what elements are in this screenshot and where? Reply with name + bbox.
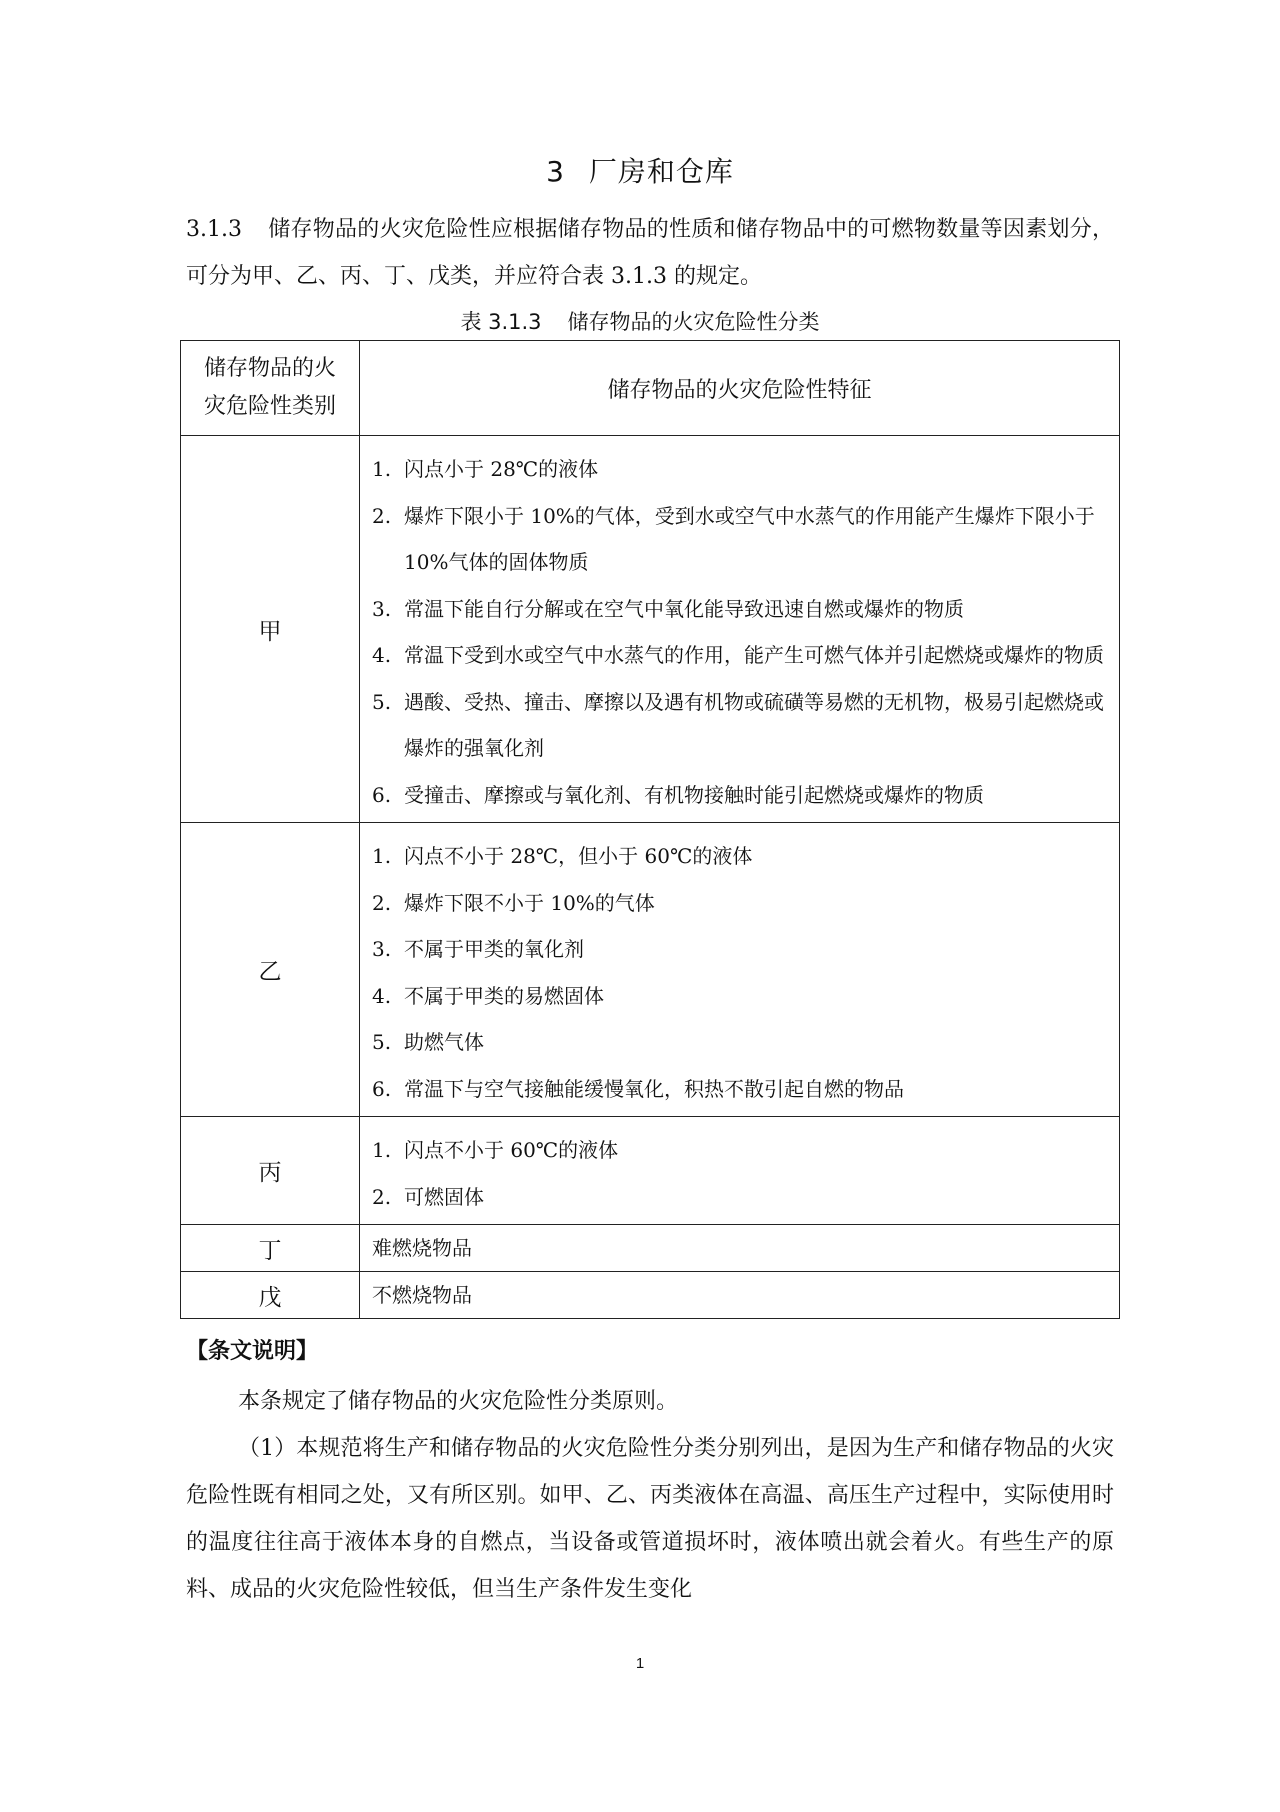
item-text: 遇酸、受热、撞击、摩擦以及遇有机物或硫磺等易燃的无机物，极易引起燃烧或爆炸的强氧化剂 xyxy=(404,689,1104,760)
category-cell: 丁 xyxy=(181,1225,360,1272)
list-item xyxy=(372,833,1109,880)
hazard-classification-table xyxy=(180,340,1120,1319)
header-category-line2: 灾危险性类别 xyxy=(203,394,336,419)
table-row xyxy=(181,1117,1120,1225)
item-number: 5. xyxy=(372,689,392,714)
list-item xyxy=(372,1019,1109,1066)
list-item xyxy=(372,973,1109,1020)
list-item xyxy=(372,446,1109,493)
list-item xyxy=(372,1174,1109,1221)
item-number: 1. xyxy=(372,844,392,868)
item-number: 5. xyxy=(372,1030,392,1054)
item-number: 6. xyxy=(372,782,392,807)
chapter-title: 厂房和仓库 xyxy=(588,155,734,188)
list-item xyxy=(372,1127,1109,1174)
list-item xyxy=(372,493,1109,586)
item-text: 受撞击、摩擦或与氧化剂、有机物接触时能引起燃烧或爆炸的物质 xyxy=(404,782,984,807)
item-text: 闪点不小于 60℃的液体 xyxy=(404,1138,619,1162)
item-text: 常温下受到水或空气中水蒸气的作用，能产生可燃气体并引起燃烧或爆炸的物质 xyxy=(404,643,1104,667)
item-text: 常温下与空气接触能缓慢氧化，积热不散引起自燃的物品 xyxy=(404,1076,904,1101)
table-caption xyxy=(0,306,1280,336)
table-number: 表 3.1.3 xyxy=(460,310,542,334)
list-item xyxy=(372,632,1109,679)
item-number: 3. xyxy=(372,596,392,621)
feature-cell: 难燃烧物品 xyxy=(360,1225,1120,1272)
feature-cell xyxy=(360,823,1120,1117)
clause-number: 3.1.3 xyxy=(186,217,242,242)
category-cell: 甲 xyxy=(181,436,360,823)
explanation-heading: 【条文说明】 xyxy=(186,1339,319,1364)
item-text: 不属于甲类的氧化剂 xyxy=(404,937,584,961)
item-text: 不属于甲类的易燃固体 xyxy=(404,983,604,1008)
item-number: 2. xyxy=(372,1184,392,1209)
item-number: 1. xyxy=(372,1138,392,1162)
item-text: 爆炸下限小于 10%的气体，受到水或空气中水蒸气的作用能产生爆炸下限小于 10%气体的固体物质 xyxy=(404,503,1095,574)
list-item xyxy=(372,880,1109,927)
list-item xyxy=(372,586,1109,633)
category-cell: 丙 xyxy=(181,1117,360,1225)
clause-text: 储存物品的火灾危险性应根据储存物品的性质和储存物品中的可燃物数量等因素划分，可分为甲、乙、丙、丁、戊类，并应符合表 3.1.3 的规定。 xyxy=(186,217,1114,289)
page-title xyxy=(0,150,1280,190)
chapter-number: 3 xyxy=(546,155,565,188)
item-number: 4. xyxy=(372,983,392,1008)
item-text: 爆炸下限不小于 10%的气体 xyxy=(404,890,655,915)
list-item xyxy=(372,772,1109,819)
list-item xyxy=(372,1066,1109,1113)
header-category-line1: 储存物品的火 xyxy=(203,356,336,381)
page-number: 1 xyxy=(635,1655,645,1672)
list-item xyxy=(372,679,1109,772)
table-row xyxy=(181,436,1120,823)
feature-cell xyxy=(360,1117,1120,1225)
list-item xyxy=(372,926,1109,973)
item-number: 1. xyxy=(372,457,392,481)
feature-cell xyxy=(360,436,1120,823)
item-number: 3. xyxy=(372,937,392,961)
table-row xyxy=(181,1225,1120,1272)
item-number: 2. xyxy=(372,503,392,528)
item-text: 闪点不小于 28℃，但小于 60℃的液体 xyxy=(404,844,753,868)
category-cell: 戊 xyxy=(181,1272,360,1319)
item-text: 助燃气体 xyxy=(404,1030,484,1054)
explanation-intro: 本条规定了储存物品的火灾危险性分类原则。 xyxy=(238,1389,679,1414)
table-title: 储存物品的火灾危险性分类 xyxy=(567,310,820,334)
header-features: 储存物品的火灾危险性特征 xyxy=(360,341,1120,436)
table-row xyxy=(181,1272,1120,1319)
feature-cell: 不燃烧物品 xyxy=(360,1272,1120,1319)
category-cell: 乙 xyxy=(181,823,360,1117)
item-text: 可燃固体 xyxy=(404,1184,484,1209)
item-text: 常温下能自行分解或在空气中氧化能导致迅速自燃或爆炸的物质 xyxy=(404,596,964,621)
table-header-row xyxy=(181,341,1120,436)
table-row xyxy=(181,823,1120,1117)
item-number: 4. xyxy=(372,643,392,667)
item-number: 6. xyxy=(372,1076,392,1101)
item-number: 2. xyxy=(372,890,392,915)
clause-paragraph xyxy=(186,206,1114,300)
item-text: 闪点小于 28℃的液体 xyxy=(404,457,599,481)
header-category xyxy=(181,341,360,436)
explanation-paragraph: （1）本规范将生产和储存物品的火灾危险性分类分别列出，是因为生产和储存物品的火灾危险性既有相同之处，又有所区别。如甲、乙、丙类液体在高温、高压生产过程中，实际使用时的温度往往高于液体本身的自燃点，当设备或管道损坏时，液体喷出就会着火。有些生产的原料、成品的火灾危险性较低，但当生产条件发生变化 xyxy=(186,1436,1114,1602)
